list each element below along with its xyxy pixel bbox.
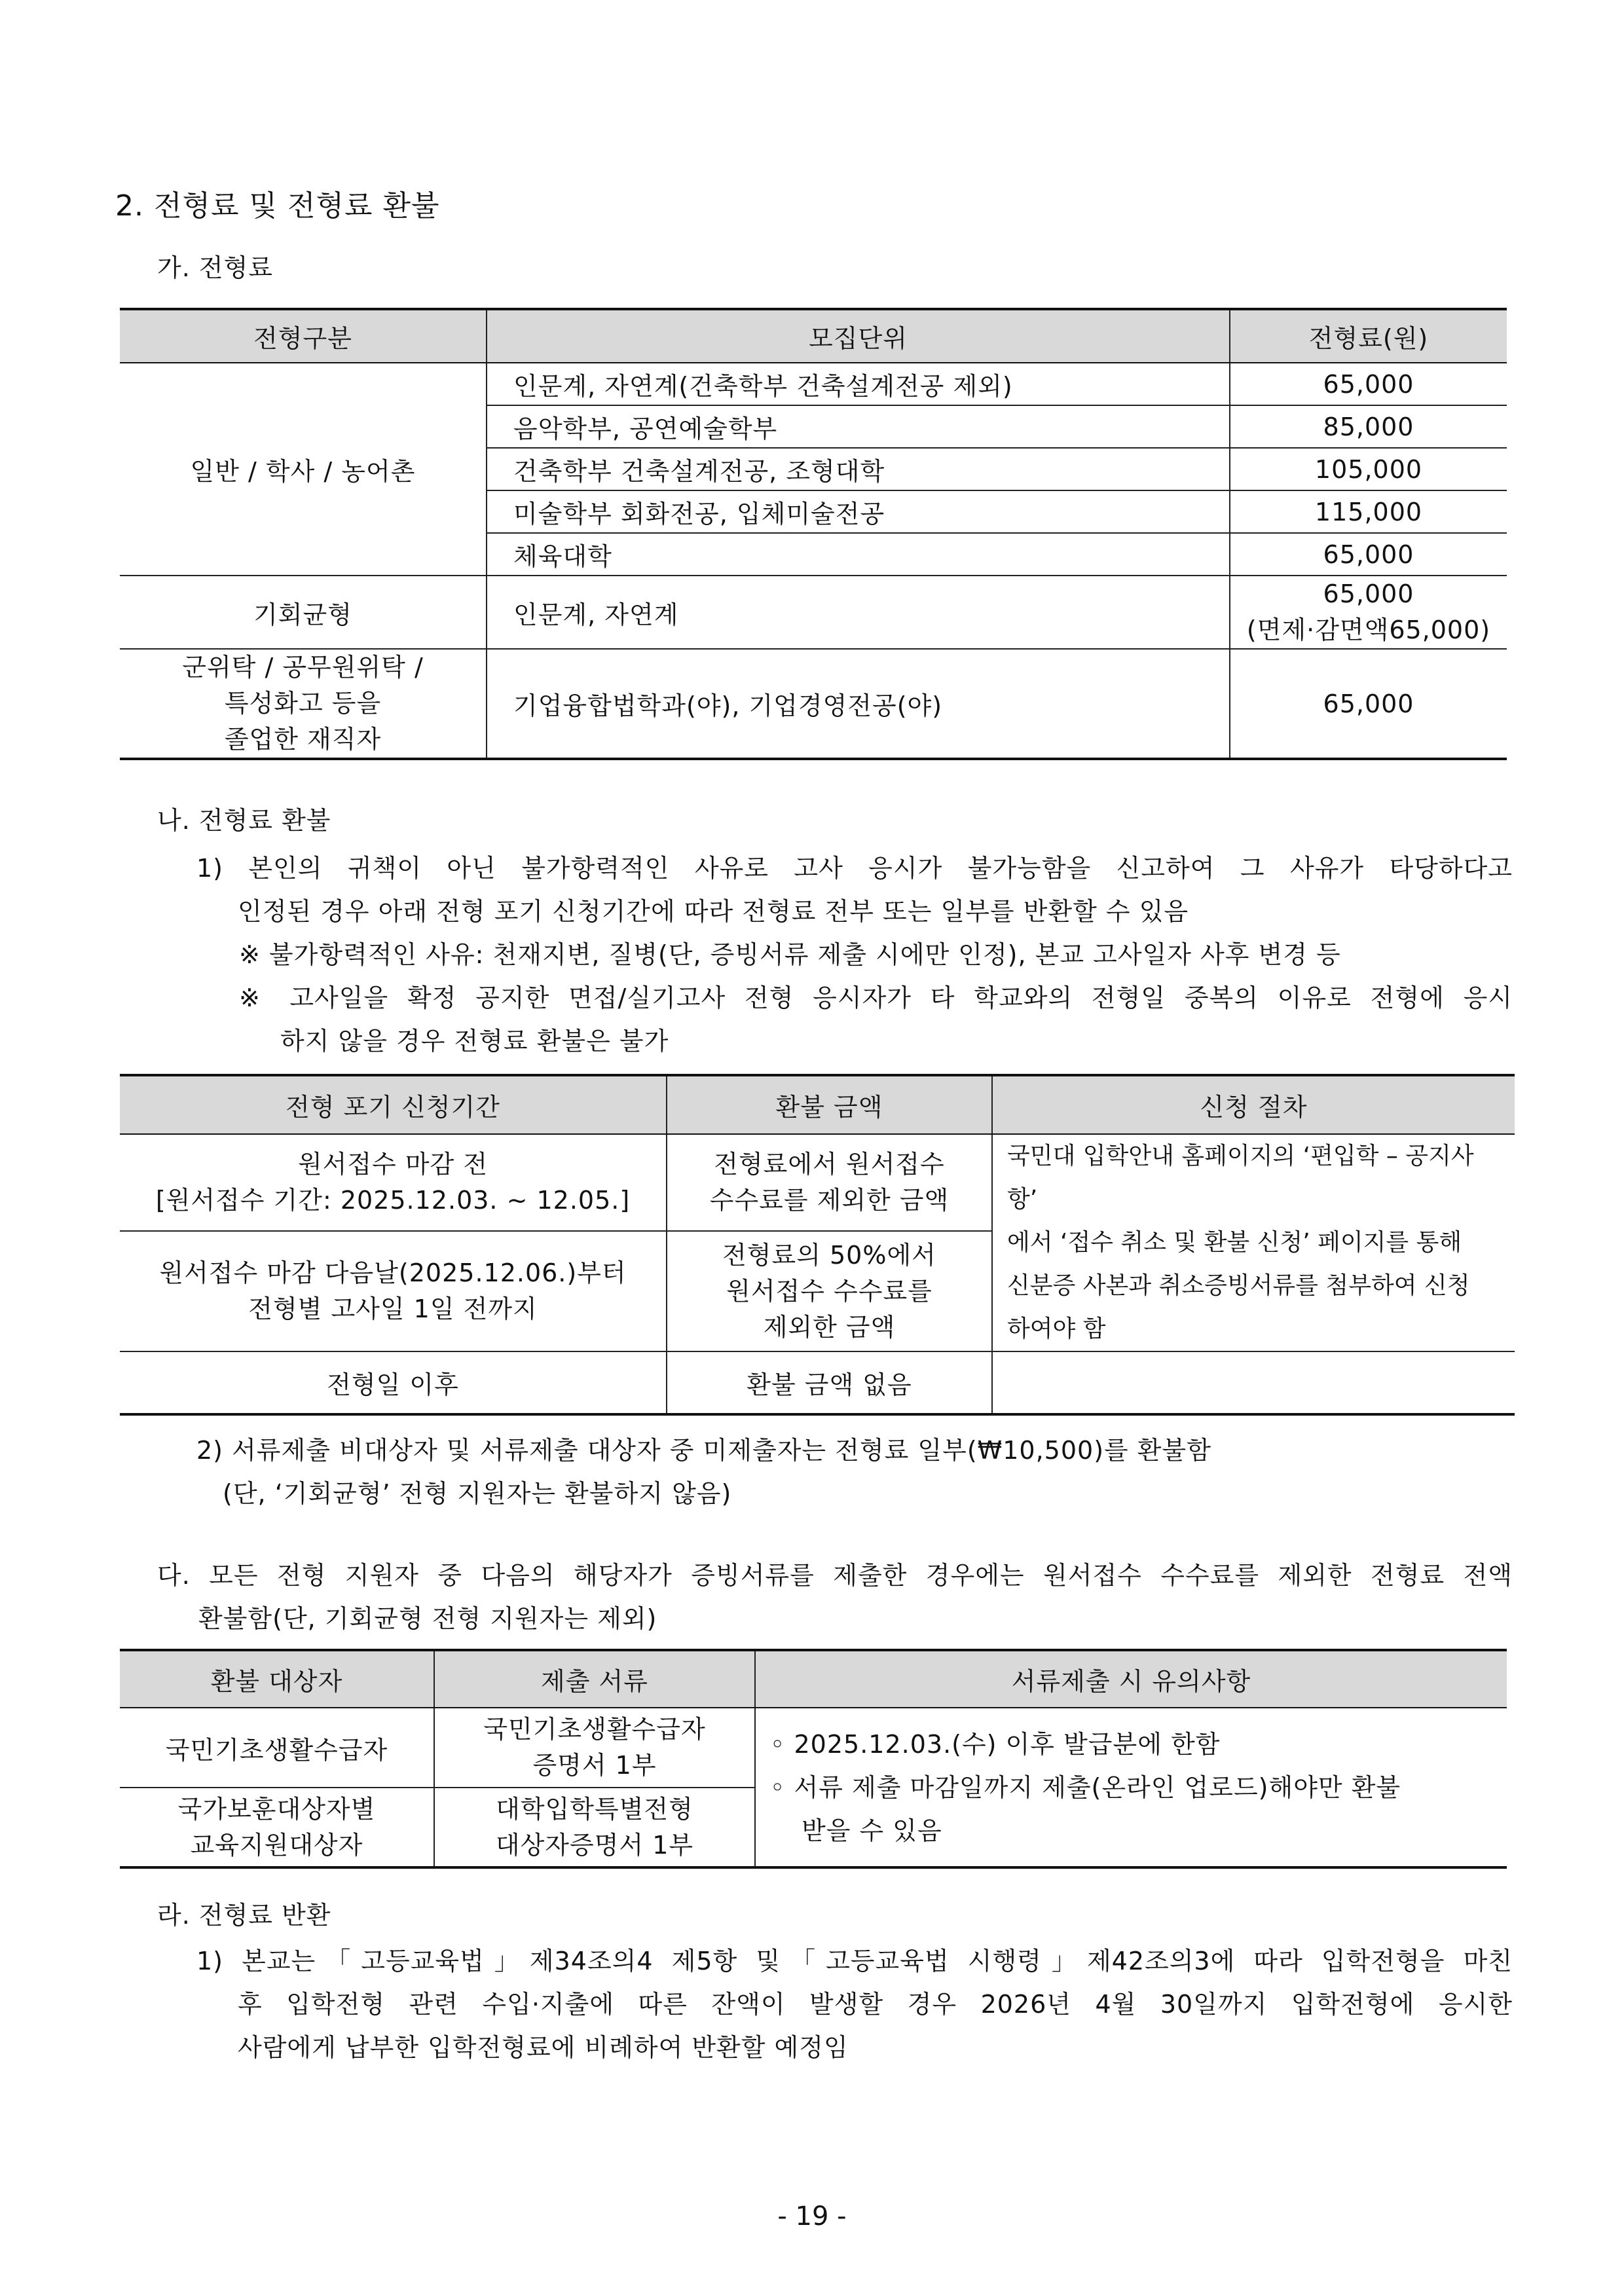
fee-header-unit: 모집단위 <box>487 309 1230 363</box>
fee-unit: 건축학부 건축설계전공, 조형대학 <box>487 448 1230 490</box>
text-line: 국가보훈대상자별 <box>177 1794 376 1824</box>
text-line: 2) 서류제출 비대상자 및 서류제출 대상자 중 미제출자는 전형료 일부(₩10,500)를 환불함 <box>196 1436 1211 1465</box>
refund-header-period: 전형 포기 신청기간 <box>120 1075 667 1134</box>
refund-period-1 <box>120 1134 667 1231</box>
text-line: [원서접수 기간: 2025.12.03. ~ 12.05.] <box>155 1186 631 1215</box>
fee-amount: 65,000 <box>1323 579 1414 608</box>
fee-table <box>120 308 1507 760</box>
category-line: 특성화고 등을 <box>224 689 382 718</box>
text-line: 제외한 금액 <box>763 1312 896 1342</box>
section-title: 2. 전형료 및 전형료 환불 <box>115 189 440 223</box>
fee-unit: 음악학부, 공연예술학부 <box>487 405 1230 448</box>
refund-note-1: ※ 불가항력적인 사유: 천재지변, 질병(단, 증빙서류 제출 시에만 인정), 본교 고사일자 사후 변경 등 <box>239 940 1341 969</box>
text-line: 에서 ‘접수 취소 및 환불 신청’ 페이지를 통해 <box>1007 1229 1462 1256</box>
text-line: 전형료의 50%에서 <box>722 1240 936 1270</box>
text-line: 사람에게 납부한 입학전형료에 비례하여 반환할 예정임 <box>238 2033 849 2062</box>
return-item-1 <box>196 1939 1513 2069</box>
text-line: ※ 고사일을 확정 공지한 면접/실기고사 전형 응시자가 타 학교와의 전형일 중복의 이유로 전형에 응시 <box>239 983 1513 1012</box>
fee-note: (면제·감면액65,000) <box>1246 615 1491 644</box>
fee-unit: 체육대학 <box>487 533 1230 576</box>
text-line: 하지 않을 경우 전형료 환불은 불가 <box>280 1027 669 1056</box>
text-line: ◦ 2025.12.03.(수) 이후 발급분에 한함 <box>770 1729 1221 1759</box>
fee-amount: 65,000 <box>1230 533 1507 576</box>
refund-table <box>120 1074 1515 1416</box>
fee-header-category: 전형구분 <box>120 309 487 363</box>
refund-amount-2 <box>667 1231 992 1351</box>
refund-header-amount: 환불 금액 <box>667 1075 992 1134</box>
text-line: 증명서 1부 <box>532 1751 657 1780</box>
special-header-notes: 서류제출 시 유의사항 <box>755 1650 1507 1708</box>
text-line: 인정된 경우 아래 전형 포기 신청기간에 따라 전형료 전부 또는 일부를 반환할 수 있음 <box>238 897 1189 926</box>
fee-unit: 기업융합법학과(야), 기업경영전공(야) <box>487 649 1230 759</box>
category-line: 군위탁 / 공무원위탁 / <box>182 653 424 682</box>
text-line: 환불함(단, 기회균형 전형 지원자는 제외) <box>198 1604 657 1633</box>
fee-unit: 미술학부 회화전공, 입체미술전공 <box>487 490 1230 533</box>
text-line: 1) 본교는「고등교육법」제34조의4 제5항 및「고등교육법 시행령」제42조의3에 따라 입학전형을 마친 <box>196 1947 1513 1975</box>
category-line: 졸업한 재직자 <box>224 725 382 754</box>
fee-amount: 115,000 <box>1230 490 1507 533</box>
fee-amount-opportunity <box>1230 576 1507 649</box>
special-doc-1 <box>434 1708 755 1788</box>
fee-unit: 인문계, 자연계(건축학부 건축설계전공 제외) <box>487 363 1230 405</box>
fee-amount: 65,000 <box>1230 649 1507 759</box>
fee-amount: 65,000 <box>1230 363 1507 405</box>
special-heading <box>157 1554 1513 1640</box>
special-doc-2 <box>434 1788 755 1867</box>
text-line: 대학입학특별전형 <box>496 1794 693 1824</box>
refund-heading: 나. 전형료 환불 <box>157 806 331 835</box>
fee-heading: 가. 전형료 <box>157 253 273 282</box>
text-line: 국민대 입학안내 홈페이지의 ‘편입학 – 공지사항’ <box>1007 1143 1474 1213</box>
text-line: 수수료를 제외한 금액 <box>709 1186 950 1215</box>
special-target-1: 국민기초생활수급자 <box>120 1708 434 1788</box>
refund-amount-1 <box>667 1134 992 1231</box>
text-line: 다. 모든 전형 지원자 중 다음의 해당자가 증빙서류를 제출한 경우에는 원서접수 수수료를 제외한 전형료 전액 <box>157 1561 1513 1590</box>
special-refund-table <box>120 1649 1507 1869</box>
text-line: 하여야 함 <box>1007 1315 1106 1342</box>
text-line: 교육지원대상자 <box>190 1830 363 1860</box>
text-line: (단, ‘기회균형’ 전형 지원자는 환불하지 않음) <box>223 1479 732 1508</box>
refund-period-3: 전형일 이후 <box>120 1351 667 1414</box>
refund-item-2 <box>196 1429 1513 1515</box>
refund-procedure <box>992 1134 1515 1351</box>
refund-procedure-empty <box>992 1351 1515 1414</box>
text-line: 원서접수 수수료를 <box>726 1276 932 1306</box>
fee-unit: 인문계, 자연계 <box>487 576 1230 649</box>
text-line: ◦ 서류 제출 마감일까지 제출(온라인 업로드)해야만 환불 <box>770 1772 1401 1802</box>
special-target-2 <box>120 1788 434 1867</box>
fee-header-amount: 전형료(원) <box>1230 309 1507 363</box>
refund-amount-3: 환불 금액 없음 <box>667 1351 992 1414</box>
return-heading: 라. 전형료 반환 <box>157 1901 331 1930</box>
text-line: 대상자증명서 1부 <box>495 1830 694 1860</box>
fee-amount: 105,000 <box>1230 448 1507 490</box>
fee-amount: 85,000 <box>1230 405 1507 448</box>
special-header-target: 환불 대상자 <box>120 1650 434 1708</box>
text-line: 전형별 고사일 1일 전까지 <box>248 1294 538 1324</box>
fee-category-opportunity: 기회균형 <box>120 576 487 649</box>
text-line: 국민기초생활수급자 <box>483 1715 706 1744</box>
refund-item-1 <box>196 847 1513 933</box>
special-header-doc: 제출 서류 <box>434 1650 755 1708</box>
refund-note-2 <box>239 976 1513 1063</box>
text-line: 원서접수 마감 전 <box>297 1150 489 1179</box>
text-line: 전형료에서 원서접수 <box>714 1150 945 1179</box>
text-line: 후 입학전형 관련 수입·지출에 따른 잔액이 발생할 경우 2026년 4월 30일까지 입학전형에 응시한 <box>238 1990 1513 2019</box>
refund-header-procedure: 신청 절차 <box>992 1075 1515 1134</box>
fee-category-general: 일반 / 학사 / 농어촌 <box>120 363 487 576</box>
text-line: 받을 수 있음 <box>802 1816 942 1845</box>
fee-category-military <box>120 649 487 759</box>
special-notes <box>755 1708 1507 1867</box>
text-line: 원서접수 마감 다음날(2025.12.06.)부터 <box>159 1258 627 1288</box>
text-line: 신분증 사본과 취소증빙서류를 첨부하여 신청 <box>1007 1272 1470 1299</box>
page-number: - 19 - <box>777 2201 847 2231</box>
refund-period-2 <box>120 1231 667 1351</box>
text-line: 1) 본인의 귀책이 아닌 불가항력적인 사유로 고사 응시가 불가능함을 신고하여 그 사유가 타당하다고 <box>196 854 1513 883</box>
